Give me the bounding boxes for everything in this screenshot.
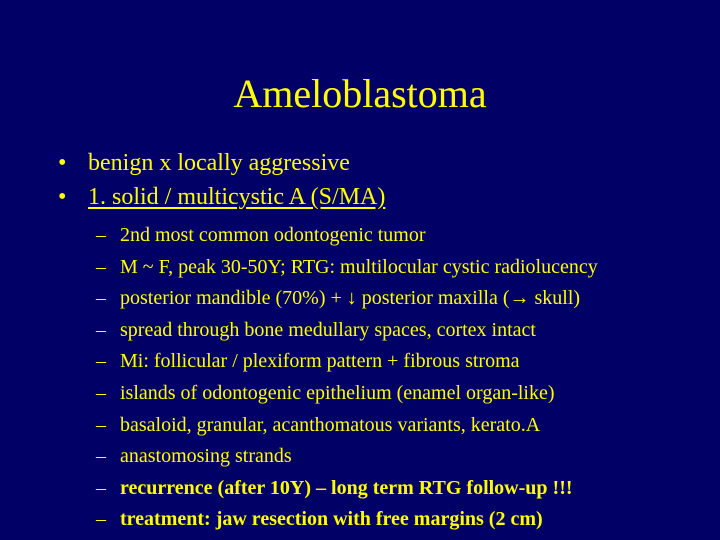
sub-bullet-item xyxy=(0,504,720,536)
sub-bullet-item xyxy=(0,441,720,473)
sub-bullet-list xyxy=(0,220,720,536)
slide-title: Ameloblastoma xyxy=(233,71,487,116)
sub-bullet-text: M ~ F, peak 30-50Y; RTG: multilocular cystic radiolucency xyxy=(120,255,598,278)
bullet-marker: • xyxy=(58,184,67,210)
bullet-item xyxy=(0,146,720,180)
dash-marker: – xyxy=(96,224,106,246)
sub-bullet-item xyxy=(0,410,720,442)
sub-bullet-item xyxy=(0,346,720,378)
dash-marker: – xyxy=(96,350,106,373)
dash-marker: – xyxy=(96,287,106,310)
sub-bullet-text: Mi: follicular / plexiform pattern + fibrous stroma xyxy=(120,350,520,373)
bullet-item xyxy=(0,180,720,214)
sub-bullet-text: anastomosing strands xyxy=(120,445,292,468)
sub-bullet-item xyxy=(0,220,720,252)
dash-marker: – xyxy=(96,508,106,531)
sub-bullet-item xyxy=(0,252,720,284)
sub-bullet-item xyxy=(0,283,720,315)
dash-marker: – xyxy=(96,381,106,404)
dash-marker: – xyxy=(96,255,106,278)
bullet-text: 1. solid / multicystic A (S/MA) xyxy=(88,184,386,210)
dash-marker: – xyxy=(96,445,106,468)
main-bullet-list xyxy=(0,146,720,214)
sub-bullet-text: recurrence (after 10Y) – long term RTG follow-up !!! xyxy=(120,476,573,499)
sub-bullet-text: islands of odontogenic epithelium (enamel organ-like) xyxy=(120,381,555,404)
sub-bullet-item xyxy=(0,315,720,347)
sub-bullet-text: spread through bone medullary spaces, cortex intact xyxy=(120,318,536,341)
dash-marker: – xyxy=(96,476,106,499)
sub-bullet-text: basaloid, granular, acanthomatous variants, kerato.A xyxy=(120,413,541,436)
dash-marker: – xyxy=(96,413,106,436)
sub-bullet-item xyxy=(0,378,720,410)
sub-bullet-text: posterior mandible (70%) + ↓ posterior maxilla (→ skull) xyxy=(120,287,581,310)
sub-bullet-text: 2nd most common odontogenic tumor xyxy=(120,224,426,246)
sub-bullet-item xyxy=(0,473,720,505)
sub-bullet-text: treatment: jaw resection with free margins (2 cm) xyxy=(120,508,543,531)
dash-marker: – xyxy=(96,318,106,341)
bullet-text: benign x locally aggressive xyxy=(88,150,350,176)
bullet-marker: • xyxy=(58,150,67,176)
